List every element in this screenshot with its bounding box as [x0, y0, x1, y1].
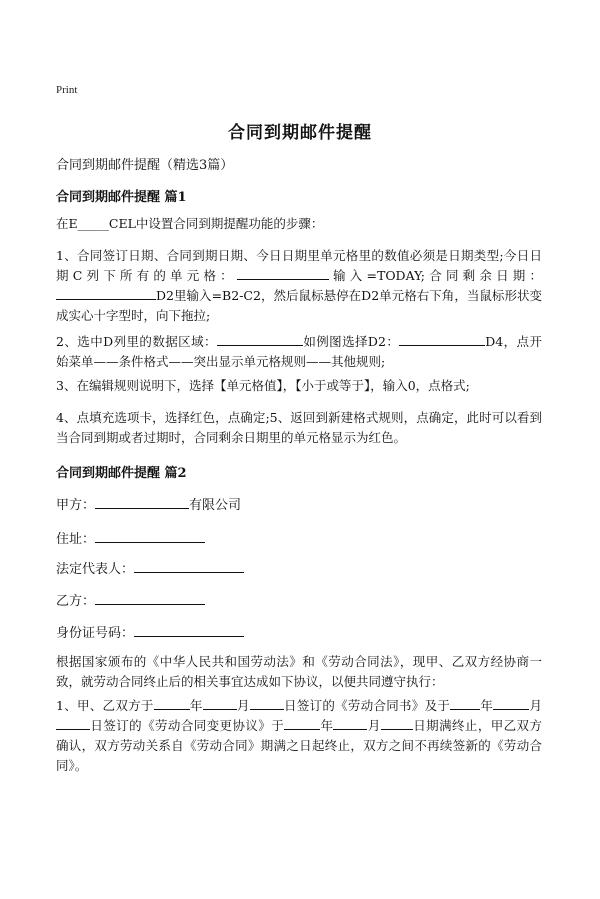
legal-rep-blank	[134, 559, 244, 573]
address-row	[56, 528, 205, 547]
step-2-text-b: 如例图选择D2：	[302, 334, 400, 349]
contract-clause-1	[56, 696, 542, 776]
blank-line	[56, 716, 90, 730]
clause-1-text-b: 日签订的《劳动合同书》及于	[283, 698, 451, 713]
id-number-blank	[134, 623, 244, 637]
step-1-text-b: 输入=TODAY;合同剩余日期：	[328, 268, 542, 283]
section-2-heading: 合同到期邮件提醒 篇2	[56, 466, 187, 481]
year-label: 年	[189, 698, 203, 713]
id-number-row	[56, 622, 244, 641]
section-1-step-2	[56, 332, 542, 372]
step-2-text-a: 2、选中D列里的数据区域：	[56, 334, 217, 349]
legal-rep-label: 法定代表人：	[56, 562, 135, 577]
address-blank	[95, 529, 205, 543]
contract-basis-paragraph: 根据国家颁布的《中华人民共和国劳动法》和《劳动合同法》，现甲、乙双方经协商一致，就劳动合同终止后的相关事宜达成如下协议，以便共同遵守执行：	[56, 654, 542, 689]
section-1-step-4: 4、点填充选项卡，选择红色，点确定;5、返回到新建格式规则，点确定，此时可以看到当合同到期或者过期时，合同剩余日期里的单元格显示为红色。	[56, 410, 542, 445]
party-b-blank	[95, 591, 205, 605]
party-b-row	[56, 590, 205, 609]
blank-line	[284, 716, 320, 730]
party-a-suffix: 有限公司	[189, 498, 242, 513]
month-label: 月	[236, 698, 250, 713]
legal-rep-row	[56, 558, 244, 577]
blank-line	[333, 716, 367, 730]
section-1-step-3: 3、在编辑规则说明下，选择【单元格值】，【小于或等于】，输入0，点格式;	[56, 378, 470, 393]
blank-line	[250, 696, 284, 710]
party-a-row	[56, 494, 241, 513]
blank-line	[56, 286, 156, 300]
step-1-text-a: 1、合同签订日期、合同到期日期、今日日期里单元格里的数值必须是日期类型;今日日期C列下所有的单元格：	[56, 248, 542, 283]
blank-line	[217, 332, 303, 346]
blank-line	[203, 696, 237, 710]
address-label: 住址：	[56, 532, 96, 547]
document-subtitle: 合同到期邮件提醒（精选3篇）	[56, 158, 234, 173]
step-1-text-c: D2里输入=B2-C2，然后鼠标悬停在D2单元格右下角，当鼠标形状变成实心十字型时，向下拖拉;	[56, 288, 542, 323]
month-label: 月	[529, 698, 542, 713]
year-label: 年	[480, 698, 494, 713]
id-number-label: 身份证号码：	[56, 626, 135, 641]
year-label: 年	[320, 718, 334, 733]
blank-line	[381, 716, 413, 730]
blank-line	[399, 332, 485, 346]
party-b-label: 乙方：	[56, 594, 96, 609]
party-a-blank	[95, 495, 189, 509]
section-1-intro: 在E_____CEL中设置合同到期提醒功能的步骤：	[56, 216, 324, 231]
step-2-text-c: D4，点开始菜单——条件格式——突出显示单元格规则——其他规则;	[56, 334, 542, 369]
blank-line	[493, 696, 529, 710]
month-label: 月	[367, 718, 381, 733]
section-1-step-1	[56, 246, 542, 326]
clause-1-text-c: 日签订的《劳动合同变更协议》于	[90, 718, 285, 733]
document-title: 合同到期邮件提醒	[228, 123, 372, 143]
section-1-heading: 合同到期邮件提醒 篇1	[56, 190, 187, 205]
print-label: Print	[56, 84, 78, 96]
blank-line	[154, 696, 190, 710]
party-a-label: 甲方：	[56, 498, 96, 513]
clause-1-text-d: 日期满终止，甲乙双方确认，双方劳动关系自《劳动合同》期满之日起终止，双方之间不再续签新的《劳动合同》。	[56, 718, 542, 773]
clause-1-text-a: 1、甲、乙双方于	[56, 698, 154, 713]
blank-line	[450, 696, 480, 710]
blank-line	[237, 266, 329, 280]
